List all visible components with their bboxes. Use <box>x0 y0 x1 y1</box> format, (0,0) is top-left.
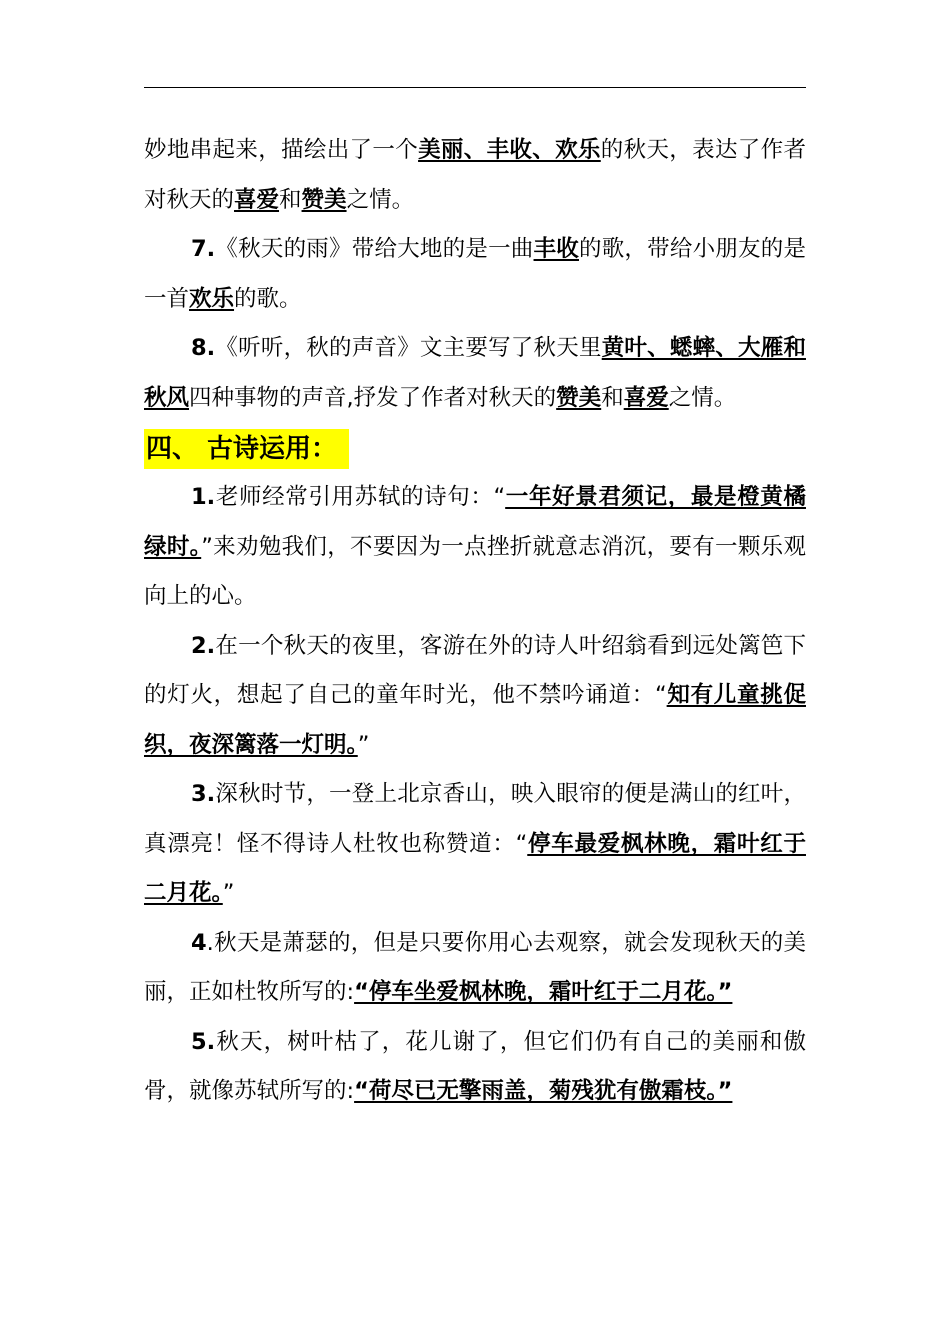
text: 的秋天，表达了作者对秋天的 <box>144 137 806 213</box>
answer: 喜爱 <box>623 384 669 411</box>
question-5 <box>144 1018 806 1117</box>
text: ” <box>222 880 235 906</box>
text: 之情。 <box>668 384 737 411</box>
answer: 赞美 <box>301 186 347 213</box>
text: 和 <box>279 186 302 213</box>
text: 和 <box>601 384 624 411</box>
answer: 喜爱 <box>234 186 280 213</box>
item-number: 5. <box>191 1028 216 1055</box>
question-3 <box>144 770 806 919</box>
item-number: 1. <box>191 484 216 510</box>
question-1 <box>144 473 806 622</box>
text: 的歌。 <box>234 285 302 312</box>
answer: “荷尽已无擎雨盖，菊残犹有傲霜枝。” <box>354 1078 733 1104</box>
question-2 <box>144 622 806 771</box>
text: 之情。 <box>346 186 415 213</box>
text: 四种事物的声音,抒发了作者对秋天的 <box>189 384 557 411</box>
document-body <box>144 126 806 1117</box>
answer: 知有儿童挑促织，夜深篱落一灯明。 <box>144 682 806 758</box>
section-title: 四、 古诗运用： <box>144 429 349 469</box>
item-number: 3. <box>191 781 216 807</box>
answer: 美丽、丰收、欢乐 <box>418 137 601 163</box>
text: 深秋时节，一登上北京香山，映入眼帘的便是满山的红叶，真漂亮！怪不得诗人杜牧也称赞道：“ <box>144 781 806 857</box>
text: 秋天，树叶枯了，花儿谢了，但它们仍有自己的美丽和傲骨，就像苏轼所写的: <box>144 1028 806 1104</box>
answer: 停车最爱枫林晚，霜叶红于二月花。 <box>144 830 806 906</box>
answer: 丰收 <box>533 236 579 262</box>
answer: 黄叶、蟋蟀、大雁和秋风 <box>144 335 806 411</box>
text: ” <box>357 731 370 758</box>
paragraph-item-7 <box>144 225 806 324</box>
answer: “停车坐爱枫林晚，霜叶红于二月花。” <box>354 979 733 1005</box>
item-number: 8. <box>191 335 216 361</box>
header-rule <box>144 87 806 88</box>
answer: 一年好景君须记，最是橙黄橘绿时。 <box>144 484 806 560</box>
text: 妙地串起来，描绘出了一个 <box>144 137 419 163</box>
item-number: 7. <box>191 236 216 262</box>
item-number: 4 <box>191 929 207 956</box>
answer: 欢乐 <box>189 285 235 312</box>
text: 《听听，秋的声音》文主要写了秋天里 <box>215 335 602 361</box>
answer: 赞美 <box>556 384 602 411</box>
question-4 <box>144 919 806 1018</box>
text: .秋天是萧瑟的，但是只要你用心去观察，就会发现秋天的美丽，正如杜牧所写的: <box>144 929 806 1005</box>
section-heading <box>144 423 806 473</box>
text: 在一个秋天的夜里，客游在外的诗人叶绍翁看到远处篱笆下的灯火，想起了自己的童年时光，他不禁吟诵道：“ <box>144 632 806 708</box>
paragraph-intro <box>144 126 806 225</box>
paragraph-item-8 <box>144 324 806 423</box>
text: 的歌，带给小朋友的是一首 <box>144 236 806 312</box>
text: 《秋天的雨》带给大地的是一曲 <box>215 236 534 262</box>
text: ”来劝勉我们，不要因为一点挫折就意志消沉，要有一颗乐观向上的心。 <box>144 533 806 609</box>
text: 老师经常引用苏轼的诗句：“ <box>215 484 506 510</box>
item-number: 2. <box>191 632 216 659</box>
